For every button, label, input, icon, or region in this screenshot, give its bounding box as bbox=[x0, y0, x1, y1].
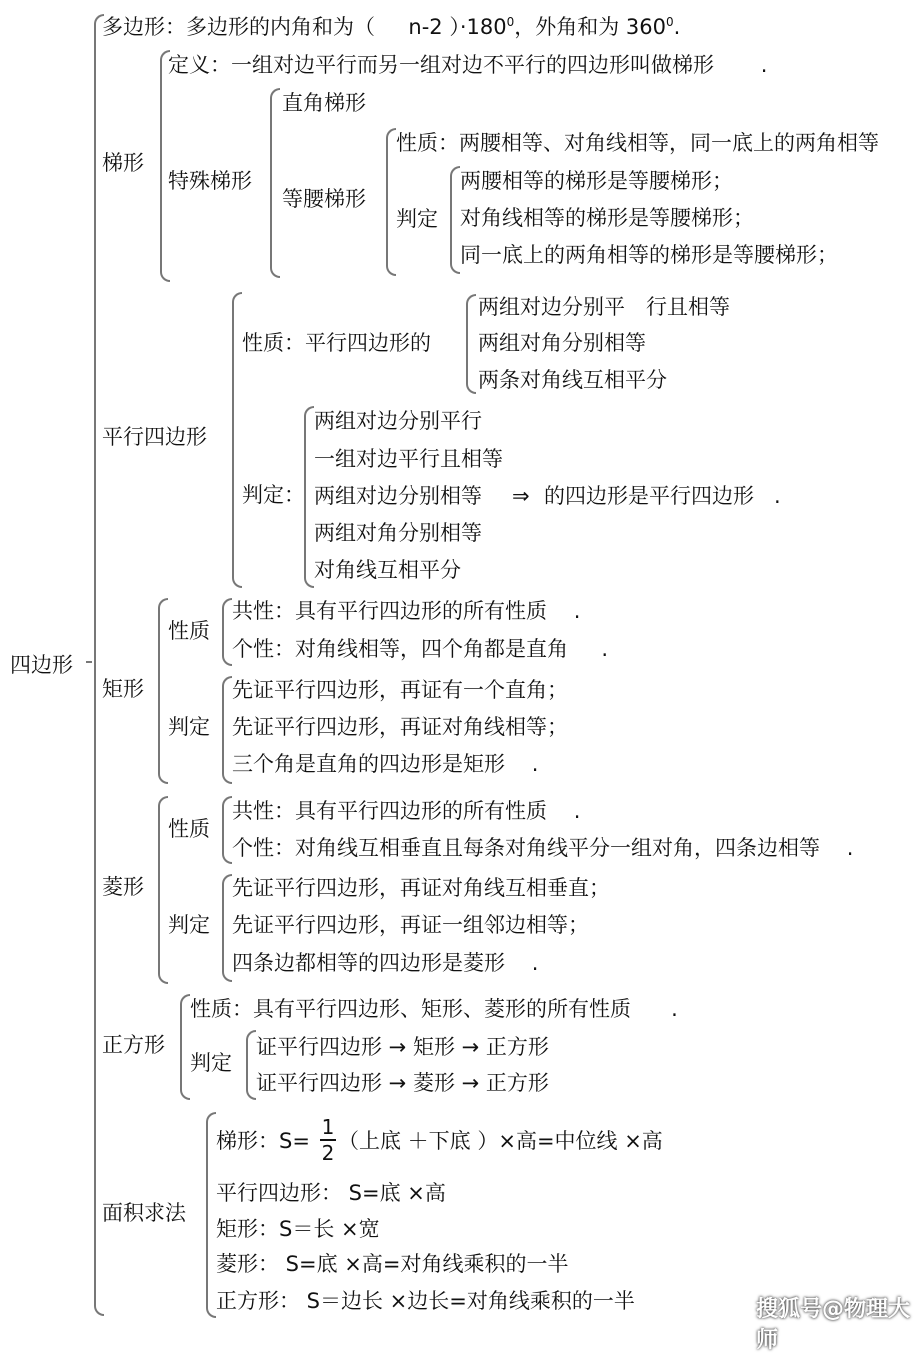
rectangle-common-end: . bbox=[573, 599, 581, 623]
rhombus-property-bracket bbox=[222, 796, 232, 864]
parallelogram-judge-3: 两组对边分别相等 bbox=[314, 484, 482, 508]
isosceles-trapezoid-label: 等腰梯形 bbox=[282, 187, 366, 211]
area-trapezoid-b: （上底 ＋下底 ）×高=中位线 ×高 bbox=[338, 1129, 663, 1153]
parallelogram-property-3: 两条对角线互相平分 bbox=[478, 368, 667, 392]
rhombus-property-label: 性质 bbox=[168, 817, 210, 841]
isosceles-judge-item-2: 对角线相等的梯形是等腰梯形； bbox=[460, 206, 754, 230]
polygon-row bbox=[102, 14, 680, 40]
implies-arrow-icon: ⇒ bbox=[512, 484, 530, 508]
parallelogram-judge-4: 两组对角分别相等 bbox=[314, 521, 482, 545]
rectangle-judge-1: 先证平行四边形，再证有一个直角； bbox=[232, 678, 568, 702]
polygon-n-expr: n-2 bbox=[408, 15, 443, 39]
trapezoid-definition bbox=[168, 52, 767, 78]
parallelogram-bracket bbox=[232, 292, 242, 588]
parallelogram-judge-1: 两组对边分别平行 bbox=[314, 409, 482, 433]
rectangle-bracket bbox=[158, 598, 168, 784]
main-bracket bbox=[94, 14, 104, 1316]
one-half-fraction bbox=[320, 1116, 336, 1164]
rectangle-judge-3-text: 三个角是直角的四边形是矩形 bbox=[232, 752, 505, 776]
isosceles-judge-label: 判定 bbox=[396, 207, 438, 231]
area-bracket bbox=[206, 1112, 216, 1318]
fraction-denominator: 2 bbox=[321, 1141, 335, 1165]
rhombus-judge-label: 判定 bbox=[168, 913, 210, 937]
root-label: 四边形 bbox=[10, 653, 73, 677]
trapezoid-definition-end: . bbox=[760, 53, 768, 77]
polygon-paren: ）·180 bbox=[449, 15, 507, 39]
main-bracket-nub bbox=[86, 661, 92, 663]
rhombus-judge-3-end: . bbox=[531, 951, 539, 975]
special-trapezoid-label: 特殊梯形 bbox=[168, 169, 252, 193]
rhombus-individual-text: 个性：对角线互相垂直且每条对角线平分一组对角，四条边相等 bbox=[232, 836, 820, 860]
area-parallelogram: 平行四边形： S=底 ×高 bbox=[216, 1181, 446, 1205]
rhombus-common-text: 共性：具有平行四边形的所有性质 bbox=[232, 799, 547, 823]
parallelogram-judge-5: 对角线互相平分 bbox=[314, 558, 461, 582]
square-judge-bracket bbox=[246, 1030, 256, 1100]
rectangle-judge-3-end: . bbox=[531, 752, 539, 776]
watermark: 搜狐号@物理大师 bbox=[756, 1297, 911, 1353]
square-property bbox=[190, 996, 678, 1022]
area-trapezoid-a: 梯形：S= bbox=[216, 1129, 310, 1153]
area-square: 正方形： S＝边长 ×边长=对角线乘积的一半 bbox=[216, 1289, 635, 1313]
square-property-text: 性质：具有平行四边形、矩形、菱形的所有性质 bbox=[190, 997, 631, 1021]
rectangle-common bbox=[232, 598, 580, 624]
rhombus-judge-3-text: 四条边都相等的四边形是菱形 bbox=[232, 951, 505, 975]
parallelogram-judge-2: 一组对边平行且相等 bbox=[314, 447, 503, 471]
isosceles-judge-bracket bbox=[450, 166, 460, 274]
rhombus-judge-bracket bbox=[222, 874, 232, 982]
parallelogram-property-2: 两组对角分别相等 bbox=[478, 331, 646, 355]
square-judge-1: 证平行四边形 → 矩形 → 正方形 bbox=[256, 1035, 549, 1059]
rhombus-judge-2: 先证平行四边形，再证一组邻边相等； bbox=[232, 913, 589, 937]
fraction-numerator: 1 bbox=[321, 1115, 335, 1139]
square-judge-label: 判定 bbox=[190, 1051, 232, 1075]
rectangle-common-text: 共性：具有平行四边形的所有性质 bbox=[232, 599, 547, 623]
trapezoid-definition-text: 定义：一组对边平行而另一组对边不平行的四边形叫做梯形 bbox=[168, 53, 714, 77]
rhombus-common-end: . bbox=[573, 799, 581, 823]
rectangle-judge-2: 先证平行四边形，再证对角线相等； bbox=[232, 715, 568, 739]
square-property-end: . bbox=[671, 997, 678, 1021]
polygon-label: 多边形：多边形的内角和为（ bbox=[102, 15, 375, 39]
polygon-degree-1: 0 bbox=[506, 15, 515, 29]
rhombus-common bbox=[232, 798, 580, 824]
right-trapezoid-label: 直角梯形 bbox=[282, 91, 366, 115]
rhombus-bracket bbox=[158, 796, 168, 984]
parallelogram-property-bracket bbox=[466, 294, 476, 394]
area-label: 面积求法 bbox=[102, 1201, 186, 1225]
parallelogram-judge-label: 判定： bbox=[242, 483, 305, 507]
parallelogram-property-1: 两组对边分别平 行且相等 bbox=[478, 295, 730, 319]
area-rectangle: 矩形：S＝长 ×宽 bbox=[216, 1217, 380, 1241]
isosceles-bracket bbox=[386, 128, 396, 276]
trapezoid-bracket bbox=[160, 50, 170, 282]
rectangle-judge-label: 判定 bbox=[168, 715, 210, 739]
rhombus-individual bbox=[232, 835, 853, 861]
rhombus-judge-3 bbox=[232, 950, 538, 976]
rectangle-property-label: 性质 bbox=[168, 619, 210, 643]
rectangle-property-bracket bbox=[222, 598, 232, 666]
isosceles-judge-item-1: 两腰相等的梯形是等腰梯形； bbox=[460, 169, 733, 193]
rhombus-individual-end: . bbox=[846, 836, 854, 860]
rectangle-individual-end: . bbox=[601, 637, 609, 661]
rectangle-label: 矩形 bbox=[102, 677, 144, 701]
isosceles-property: 性质：两腰相等、对角线相等，同一底上的两角相等 bbox=[396, 131, 879, 155]
rectangle-individual bbox=[232, 636, 608, 662]
area-rhombus: 菱形： S=底 ×高=对角线乘积的一半 bbox=[216, 1252, 569, 1276]
rectangle-judge-bracket bbox=[222, 676, 232, 784]
polygon-end: . bbox=[673, 15, 681, 39]
parallelogram-conclusion-text: 的四边形是平行四边形 bbox=[544, 484, 754, 508]
polygon-exterior: ，外角和为 360 bbox=[514, 15, 666, 39]
square-label: 正方形 bbox=[102, 1033, 165, 1057]
isosceles-judge-item-3: 同一底上的两角相等的梯形是等腰梯形； bbox=[460, 243, 838, 267]
special-trapezoid-bracket bbox=[270, 88, 280, 278]
rhombus-label: 菱形 bbox=[102, 875, 144, 899]
trapezoid-label: 梯形 bbox=[102, 151, 144, 175]
rectangle-judge-3 bbox=[232, 751, 538, 777]
rectangle-individual-text: 个性：对角线相等，四个角都是直角 bbox=[232, 637, 568, 661]
parallelogram-property-label: 性质：平行四边形的 bbox=[242, 331, 431, 355]
parallelogram-judge-bracket bbox=[304, 406, 314, 588]
square-judge-2: 证平行四边形 → 菱形 → 正方形 bbox=[256, 1071, 549, 1095]
rhombus-judge-1: 先证平行四边形，再证对角线互相垂直； bbox=[232, 876, 610, 900]
square-bracket bbox=[180, 994, 190, 1100]
polygon-degree-2: 0 bbox=[666, 15, 674, 29]
parallelogram-label: 平行四边形 bbox=[102, 425, 207, 449]
parallelogram-conclusion bbox=[544, 483, 781, 509]
parallelogram-conclusion-end: . bbox=[774, 484, 781, 508]
